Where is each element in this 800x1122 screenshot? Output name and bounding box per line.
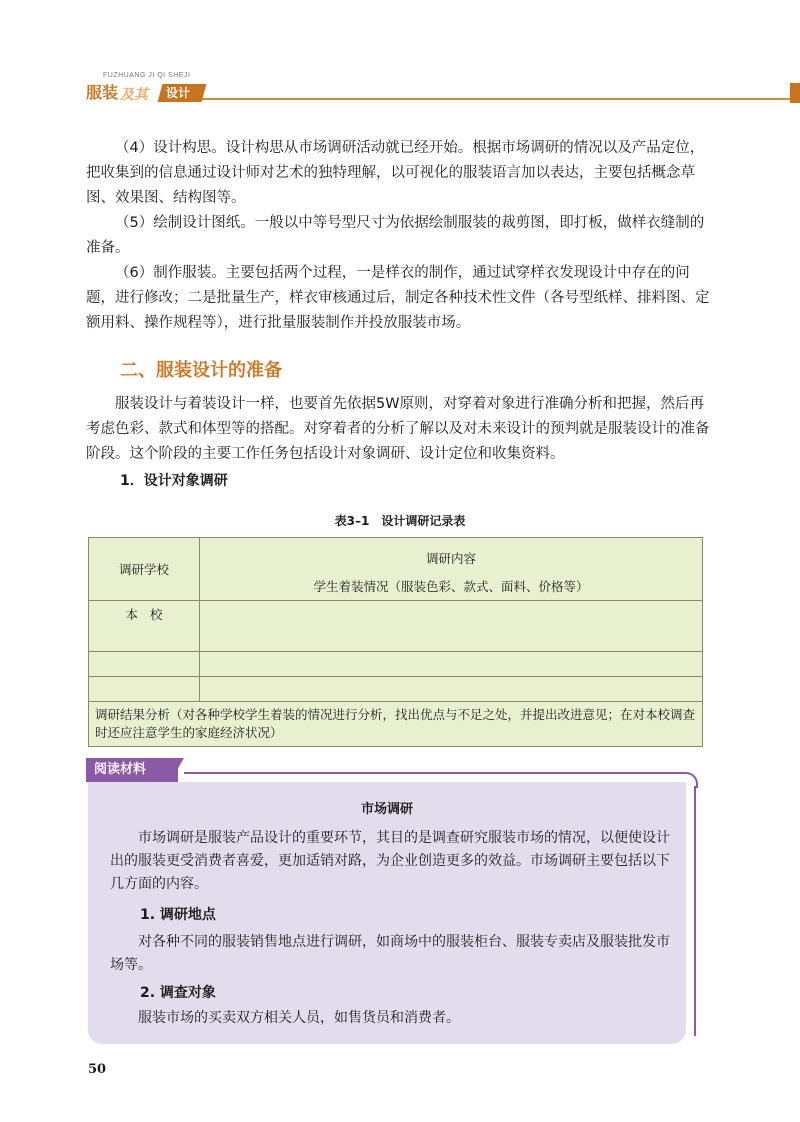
reading-tab-label: 阅读材料 (94, 762, 147, 777)
table-row (89, 601, 703, 652)
reading-paragraph-1: 市场调研是服装产品设计的重要环节，其目的是调查研究服装市场的情况，以便使设计出的服装更受消费者喜爱，更加适销对路，为企业创造更多的效益。市场调研主要包括以下几方面的内容。 (110, 830, 670, 892)
table-row (89, 677, 703, 702)
result-analysis-cell: 调研结果分析（对各种学校学生着装的情况进行分析，找出优点与不足之处，并提出改进意见；在对本校调查时还应注意学生的家庭经济状况） (89, 702, 703, 747)
book-logo-main: 服装 (86, 83, 119, 102)
row-ours-content (200, 601, 703, 652)
header-edge-marker (790, 83, 800, 103)
empty-content-cell (200, 677, 703, 702)
empty-content-cell (200, 652, 703, 677)
reading-paragraph-3: 服装市场的买卖双方相关人员，如售货员和消费者。 (138, 1010, 460, 1026)
reading-side-rule (694, 786, 696, 1036)
reading-title: 市场调研 (360, 802, 413, 817)
header-content-title: 调研内容 (425, 551, 476, 566)
paragraph-intro: 服装设计与着装设计一样，也要首先依据5W原则，对穿着对象进行准确分析和把握，然后再考虑色彩、款式和体型等的搭配。对穿着者的分析了解以及对未来设计的预判就是服装设计的准备阶段。这个阶段的主要工作任务包括设计对象调研、设计定位和收集资料。 (86, 396, 710, 462)
reading-tab-slant (170, 758, 184, 782)
empty-school-cell (89, 652, 200, 677)
book-logo-deco: 及其 (120, 87, 148, 103)
reading-subheading-1: 1. 调研地点 (140, 907, 216, 923)
header-content (200, 538, 703, 601)
paragraph-step-5: （5）绘制设计图纸。一般以中等号型尺寸为依据绘制服装的裁剪图，即打板，做样衣缝制的准备。 (86, 215, 705, 256)
section-heading: 二、服装设计的准备 (120, 360, 282, 381)
reading-subheading-2: 2. 调查对象 (140, 985, 216, 1001)
empty-school-cell (89, 677, 200, 702)
table-caption: 表3–1 设计调研记录表 (334, 514, 466, 528)
page-header (0, 0, 800, 120)
header-content-sub: 学生着装情况（服装色彩、款式、面料、价格等） (313, 579, 589, 594)
sub-heading: 1．设计对象调研 (120, 473, 228, 489)
row-ours-text: 本校 (125, 607, 175, 622)
paragraph-step-6: （6）制作服装。主要包括两个过程，一是样衣的制作，通过试穿样衣发现设计中存在的问题，进行修改；二是批量生产，样衣审核通过后，制定各种技术性文件（各号型纸样、排料图、定额用料、操作规程等），进行批量服装制作并投放服装市场。 (86, 265, 710, 331)
reading-paragraph-2: 对各种不同的服装销售地点进行调研，如商场中的服装柜台、服装专卖店及服装批发市场等。 (110, 934, 670, 973)
header-school: 调研学校 (89, 538, 200, 601)
table-header-row (89, 538, 703, 601)
table-row (89, 652, 703, 677)
table-result-row (89, 702, 703, 747)
survey-table (88, 537, 703, 747)
reading-top-rule (184, 772, 684, 774)
header-rule (200, 98, 800, 100)
book-logo-tab: 设计 (166, 86, 191, 100)
row-ours-label (89, 601, 200, 652)
header-subtitle: FUZHUANG JI QI SHEJI (103, 72, 191, 79)
page-number: 50 (88, 1062, 107, 1077)
paragraph-step-4: （4）设计构思。设计构思从市场调研活动就已经开始。根据市场调研的情况以及产品定位，把收集到的信息通过设计师对艺术的独特理解，以可视化的服装语言加以表达，主要包括概念草图、效果图、结构图等。 (86, 140, 705, 206)
